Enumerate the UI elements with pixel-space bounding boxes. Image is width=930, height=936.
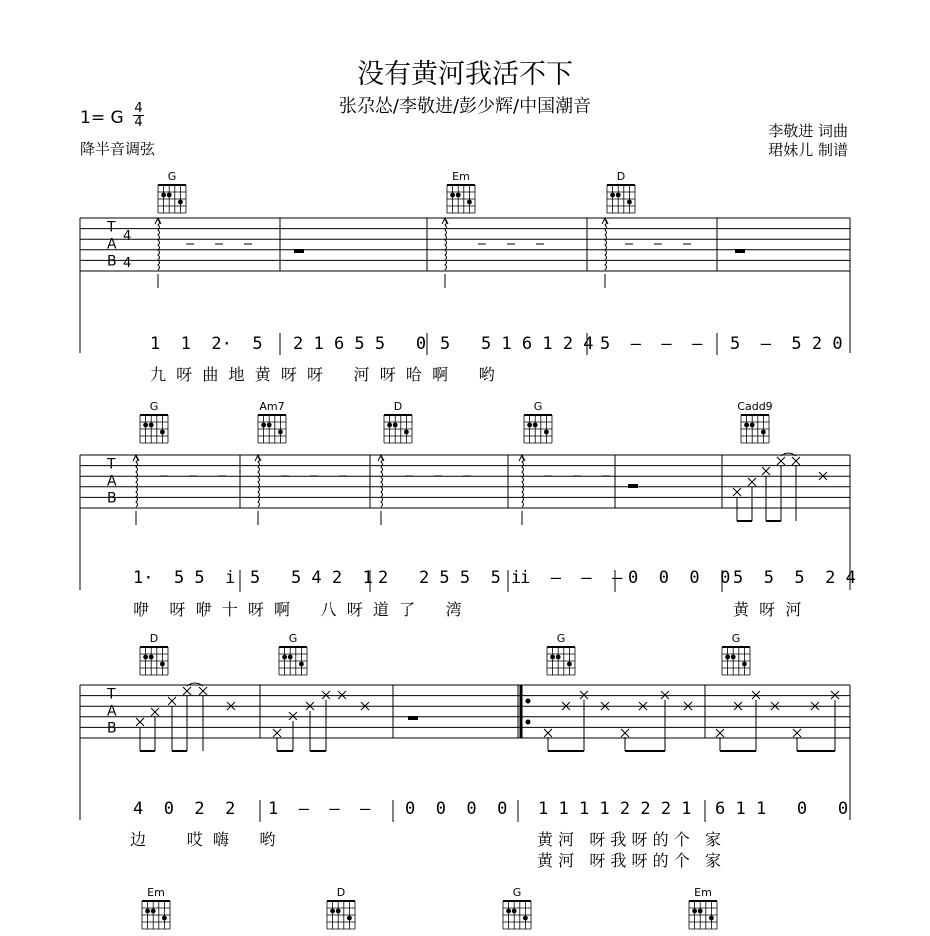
numbered-measure: 1 1 1 1 2 2 2 1 (538, 799, 692, 819)
chord-name: G (556, 632, 566, 645)
lyrics-line: 黄 河 呀 我 呀 的 个 家 (537, 851, 721, 870)
chord-name: D (149, 632, 159, 645)
numbered-measure: i — — — (520, 568, 623, 588)
tab-clef-b: B (107, 253, 117, 270)
numbered-measure: 6 1 1 0 0 (715, 799, 849, 819)
tuning-note: 降半音调弦 (80, 140, 156, 158)
lyrics-line: 黄 呀 河 (733, 600, 802, 619)
arpeggio-arrow (442, 218, 448, 224)
chord-name: D (393, 400, 403, 413)
numbered-measure: 2 1 6 5 5 0 (293, 334, 427, 354)
tab-clef-b: B (107, 490, 117, 507)
whole-rest (735, 249, 745, 253)
chord-name: G (167, 170, 177, 183)
chord-name: D (336, 886, 346, 899)
tab-clef-a: A (107, 236, 117, 253)
chord-name: G (288, 632, 298, 645)
time-signature-bottom: 4 (134, 115, 143, 130)
arpeggio-arrow (155, 218, 161, 224)
numbered-measure: 0 0 0 0 (405, 799, 508, 819)
arpeggio-arrow (378, 455, 384, 461)
lyrics-line: 黄 河 呀 我 呀 的 个 家 (537, 830, 721, 849)
arpeggio-arrow (602, 218, 608, 224)
credit-tab: 珺妹儿 制谱 (768, 141, 848, 159)
numbered-measure: 1· 5 5 i (133, 568, 236, 588)
chord-name: Em (694, 886, 712, 899)
tab-time-bottom: 4 (123, 256, 132, 271)
numbered-measure: 5 5 1 6 1 2 4 (440, 334, 594, 354)
lyrics-line: 九 呀 曲 地 黄 呀 呀 河 呀 哈 啊 哟 (150, 365, 495, 384)
numbered-measure: 4 0 2 2 (133, 799, 236, 819)
lyrics-line: 咿 呀 咿 十 呀 啊 八 呀 道 了 湾 (133, 600, 462, 619)
numbered-measure: 5 — 5 2 0 (730, 334, 843, 354)
numbered-measure: 5 — — — (600, 334, 703, 354)
whole-rest (294, 249, 304, 253)
arpeggio-arrow (133, 455, 139, 461)
arpeggio-arrow (519, 455, 525, 461)
chord-name: Em (452, 170, 470, 183)
tab-clef-t: T (107, 219, 116, 236)
song-artists: 张尕怂/李敬进/彭少辉/中国潮音 (338, 96, 592, 117)
arpeggio-mark (381, 457, 383, 507)
tab-clef-a: A (107, 473, 117, 490)
chord-name: G (149, 400, 159, 413)
song-title: 没有黄河我活不下 (357, 59, 573, 90)
tab-time-top: 4 (123, 229, 132, 245)
chord-name: G (533, 400, 543, 413)
numbered-measure: 1 1 2· 5 (150, 334, 263, 354)
chord-name: Am7 (259, 400, 285, 413)
arpeggio-mark (445, 220, 447, 270)
credit-lyrics: 李敬进 词曲 (768, 122, 848, 140)
whole-rest (628, 484, 638, 488)
tab-clef-t: T (107, 686, 116, 703)
time-signature-top: 4 (134, 101, 143, 116)
arpeggio-arrow (255, 455, 261, 461)
arpeggio-mark (136, 457, 138, 507)
chord-name: Em (147, 886, 165, 899)
numbered-measure: 5 5 4 2 1 (250, 568, 373, 588)
repeat-dot (526, 720, 531, 725)
repeat-dot (526, 699, 531, 704)
arpeggio-mark (158, 220, 160, 270)
numbered-measure: 2 2 5 5 5 i (378, 568, 522, 588)
tab-clef-b: B (107, 720, 117, 737)
chord-name: D (616, 170, 626, 183)
chord-name: G (731, 632, 741, 645)
tab-clef-a: A (107, 703, 117, 720)
numbered-measure: 1 — — — (268, 799, 371, 819)
chord-name: Cadd9 (737, 400, 773, 413)
numbered-measure: 0 0 0 0 (628, 568, 731, 588)
numbered-measure: 5 5 5 2 4 (733, 568, 856, 588)
chord-name: G (512, 886, 522, 899)
whole-rest (408, 716, 418, 720)
arpeggio-mark (258, 457, 260, 507)
arpeggio-mark (522, 457, 524, 507)
arpeggio-mark (605, 220, 607, 270)
tab-clef-t: T (107, 456, 116, 473)
lyrics-line: 边 哎 嗨 哟 (130, 830, 276, 849)
key-signature: 1= G (80, 108, 124, 128)
